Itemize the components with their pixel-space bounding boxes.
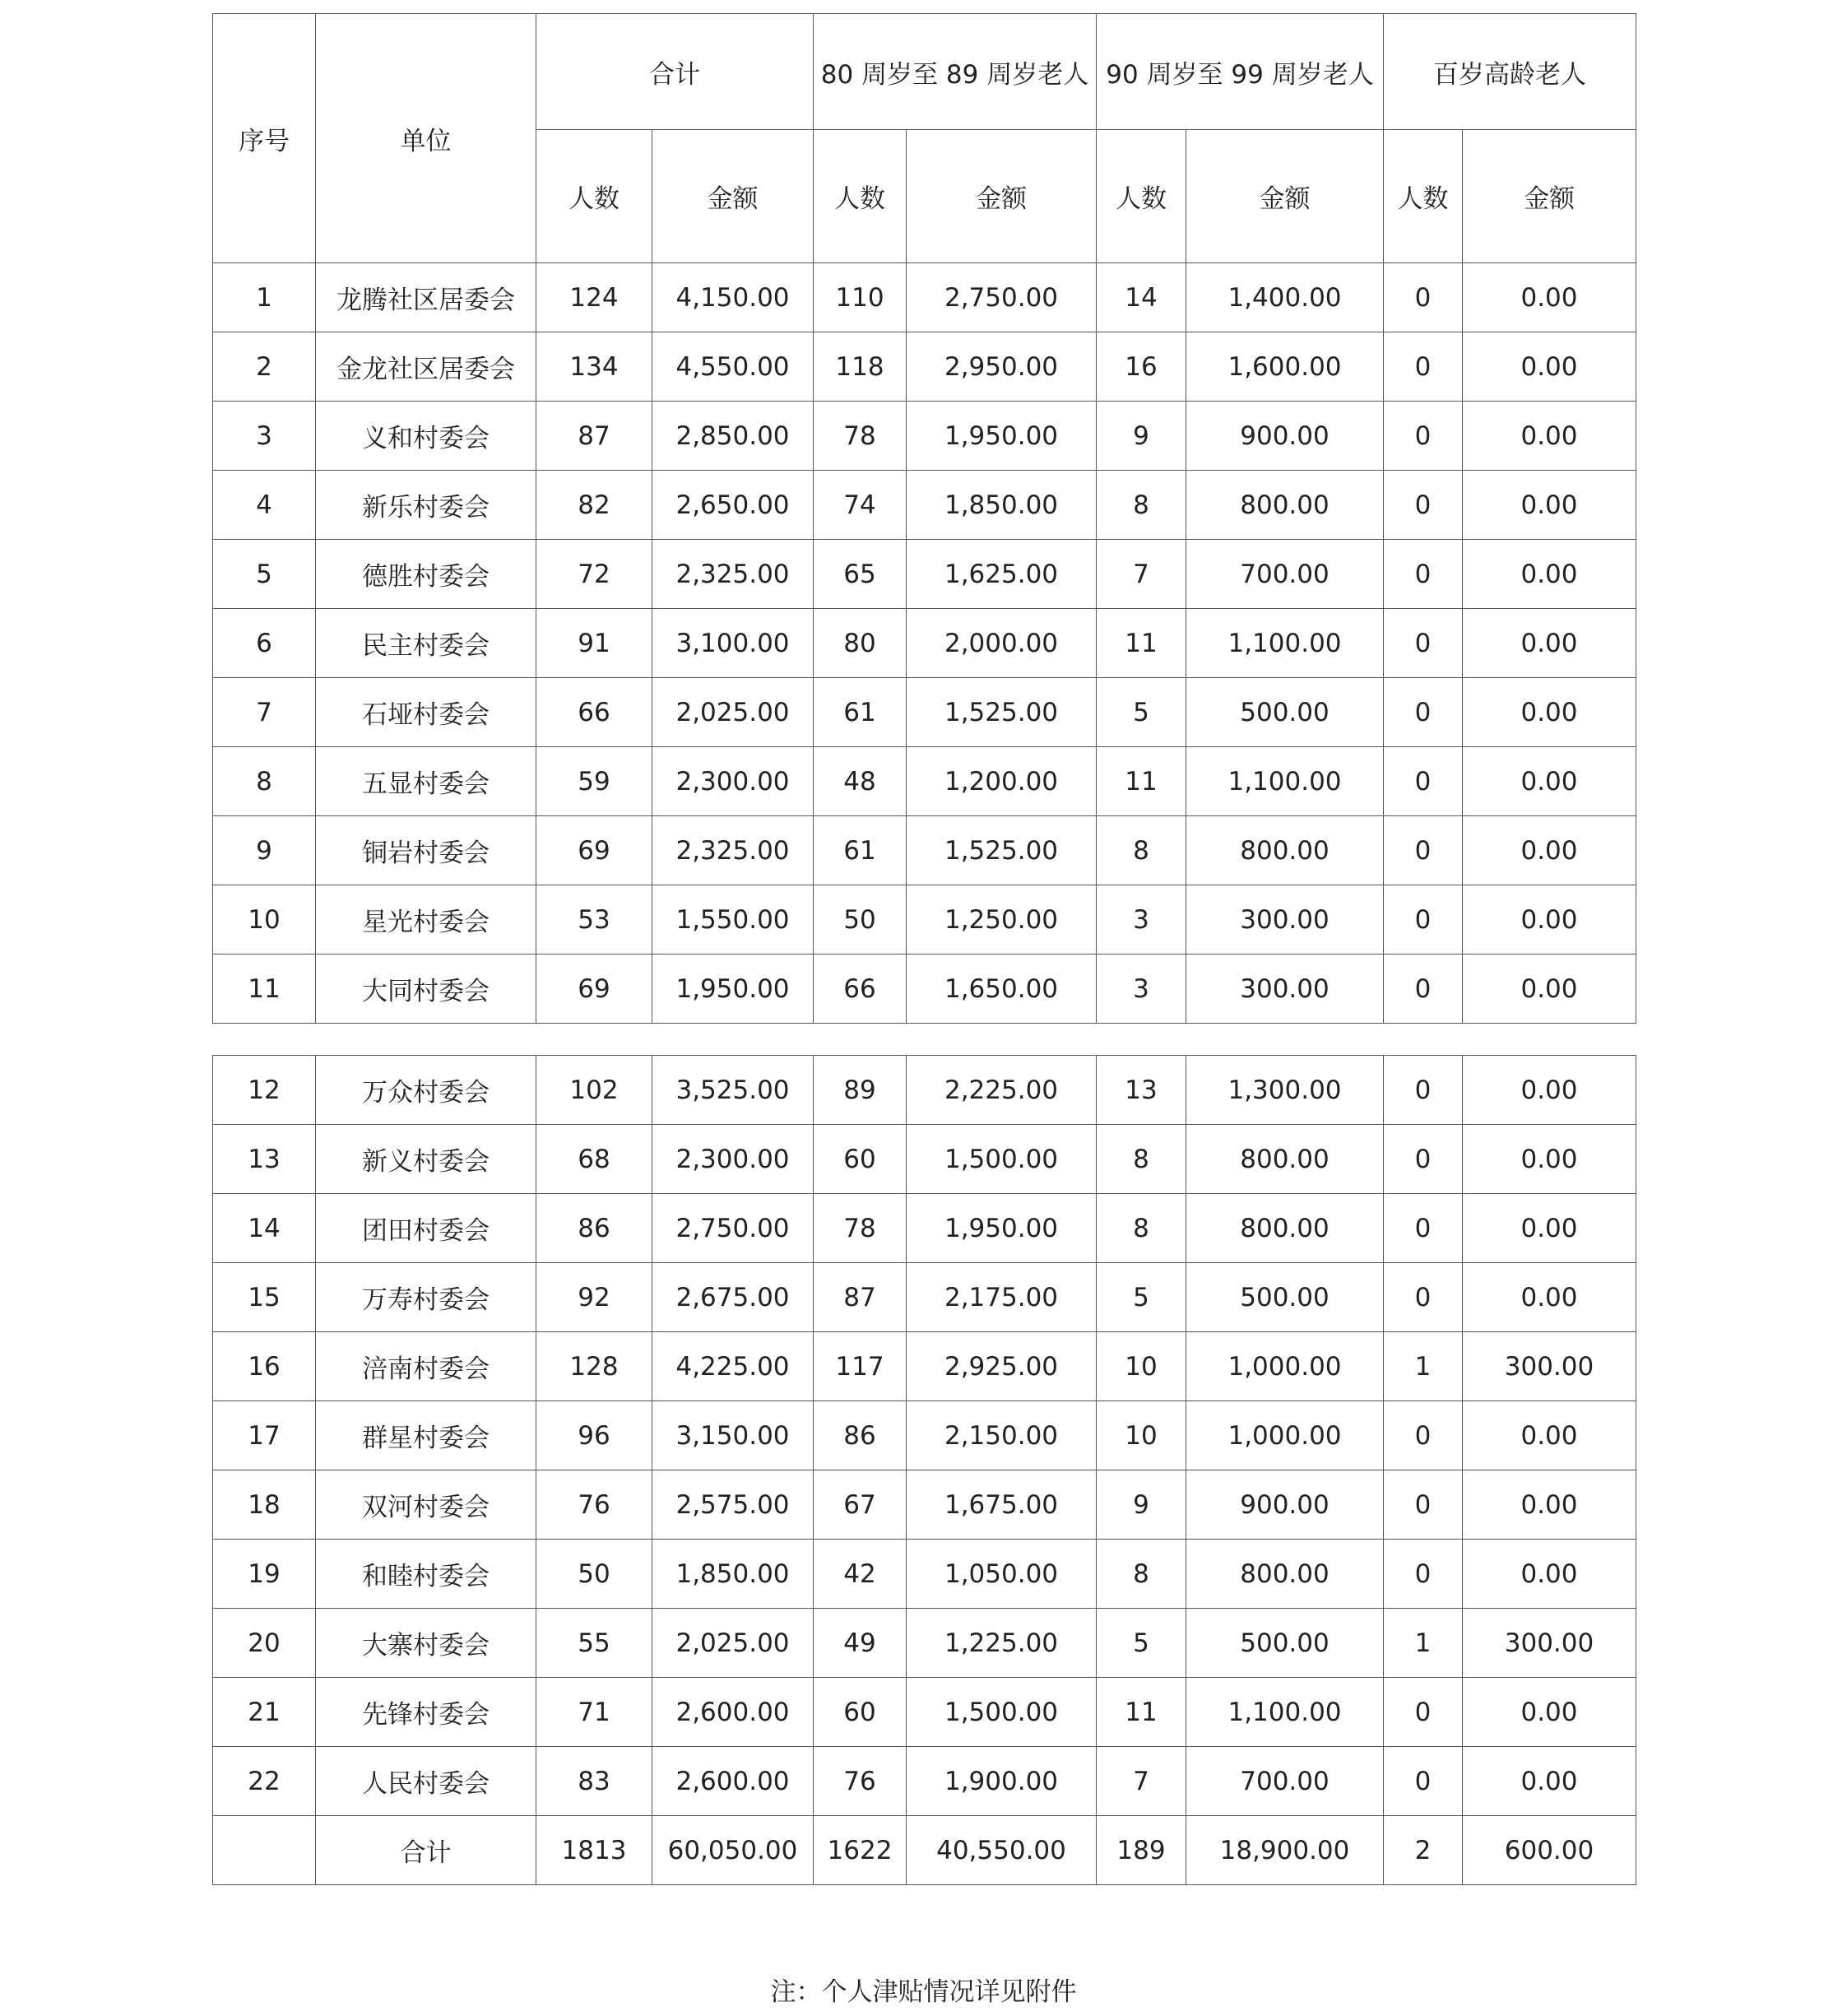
cell-80-amount: 40,550.00 <box>907 1816 1097 1885</box>
cell-index: 13 <box>213 1125 316 1194</box>
cell-total-count: 1813 <box>536 1816 652 1885</box>
cell-90-count: 3 <box>1097 955 1186 1024</box>
cell-100-amount: 0.00 <box>1463 816 1636 885</box>
cell-90-count: 8 <box>1097 471 1186 540</box>
header-index: 序号 <box>213 14 316 263</box>
cell-100-amount: 0.00 <box>1463 1747 1636 1816</box>
cell-unit: 义和村委会 <box>316 402 536 471</box>
cell-90-count: 9 <box>1097 1470 1186 1540</box>
cell-100-count: 0 <box>1384 678 1463 747</box>
cell-100-count: 0 <box>1384 816 1463 885</box>
cell-100-amount: 0.00 <box>1463 1401 1636 1470</box>
cell-90-count: 10 <box>1097 1401 1186 1470</box>
cell-80-amount: 2,000.00 <box>907 609 1097 678</box>
cell-unit: 先锋村委会 <box>316 1678 536 1747</box>
cell-90-count: 8 <box>1097 816 1186 885</box>
cell-80-count: 76 <box>814 1747 907 1816</box>
cell-80-count: 74 <box>814 471 907 540</box>
cell-80-count: 65 <box>814 540 907 609</box>
cell-90-count: 5 <box>1097 1609 1186 1678</box>
table-row <box>213 816 1636 885</box>
cell-90-count: 7 <box>1097 540 1186 609</box>
cell-unit: 星光村委会 <box>316 885 536 955</box>
cell-80-count: 60 <box>814 1125 907 1194</box>
cell-total-count: 92 <box>536 1263 652 1332</box>
cell-100-count: 0 <box>1384 332 1463 402</box>
table-row <box>213 1470 1636 1540</box>
cell-90-amount: 18,900.00 <box>1186 1816 1384 1885</box>
cell-90-amount: 900.00 <box>1186 402 1384 471</box>
cell-90-count: 11 <box>1097 747 1186 816</box>
cell-90-count: 14 <box>1097 263 1186 332</box>
cell-total-amount: 2,575.00 <box>652 1470 814 1540</box>
cell-index: 2 <box>213 332 316 402</box>
cell-100-amount: 0.00 <box>1463 678 1636 747</box>
cell-total-amount: 3,525.00 <box>652 1056 814 1125</box>
cell-90-count: 9 <box>1097 402 1186 471</box>
cell-index: 21 <box>213 1678 316 1747</box>
cell-unit: 万众村委会 <box>316 1056 536 1125</box>
header-80-amount: 金额 <box>907 130 1097 263</box>
cell-total-amount: 4,150.00 <box>652 263 814 332</box>
cell-80-count: 86 <box>814 1401 907 1470</box>
cell-unit: 五显村委会 <box>316 747 536 816</box>
cell-80-count: 78 <box>814 1194 907 1263</box>
cell-index: 6 <box>213 609 316 678</box>
cell-total-amount: 1,950.00 <box>652 955 814 1024</box>
cell-90-amount: 300.00 <box>1186 885 1384 955</box>
cell-80-amount: 1,500.00 <box>907 1678 1097 1747</box>
cell-index: 4 <box>213 471 316 540</box>
cell-80-amount: 2,925.00 <box>907 1332 1097 1401</box>
cell-index: 11 <box>213 955 316 1024</box>
cell-100-amount: 0.00 <box>1463 263 1636 332</box>
cell-total-count: 72 <box>536 540 652 609</box>
cell-total-amount: 1,550.00 <box>652 885 814 955</box>
cell-90-count: 13 <box>1097 1056 1186 1125</box>
cell-90-amount: 800.00 <box>1186 1540 1384 1609</box>
cell-total-count: 134 <box>536 332 652 402</box>
cell-90-count: 8 <box>1097 1125 1186 1194</box>
table-row <box>213 1609 1636 1678</box>
cell-90-amount: 1,100.00 <box>1186 747 1384 816</box>
cell-total-count: 55 <box>536 1609 652 1678</box>
cell-unit: 合计 <box>316 1816 536 1885</box>
cell-90-count: 5 <box>1097 678 1186 747</box>
cell-100-count: 0 <box>1384 747 1463 816</box>
cell-index: 1 <box>213 263 316 332</box>
cell-unit: 新义村委会 <box>316 1125 536 1194</box>
cell-90-amount: 900.00 <box>1186 1470 1384 1540</box>
cell-100-amount: 0.00 <box>1463 885 1636 955</box>
cell-total-amount: 3,150.00 <box>652 1401 814 1470</box>
cell-total-amount: 2,650.00 <box>652 471 814 540</box>
cell-90-amount: 800.00 <box>1186 1194 1384 1263</box>
cell-unit: 金龙社区居委会 <box>316 332 536 402</box>
header-centenarian: 百岁高龄老人 <box>1384 14 1636 130</box>
cell-unit: 大同村委会 <box>316 955 536 1024</box>
cell-80-amount: 2,175.00 <box>907 1263 1097 1332</box>
table-row <box>213 955 1636 1024</box>
table-row <box>213 747 1636 816</box>
cell-100-amount: 0.00 <box>1463 471 1636 540</box>
table-row <box>213 678 1636 747</box>
cell-total-count: 68 <box>536 1125 652 1194</box>
cell-90-amount: 500.00 <box>1186 678 1384 747</box>
header-80-count: 人数 <box>814 130 907 263</box>
footnote: 注：个人津贴情况详见附件 <box>770 1977 1077 2007</box>
cell-total-count: 71 <box>536 1678 652 1747</box>
cell-unit: 石垭村委会 <box>316 678 536 747</box>
table-row <box>213 1263 1636 1332</box>
cell-total-amount: 4,550.00 <box>652 332 814 402</box>
cell-index: 7 <box>213 678 316 747</box>
cell-total-count: 91 <box>536 609 652 678</box>
cell-unit: 团田村委会 <box>316 1194 536 1263</box>
cell-80-count: 42 <box>814 1540 907 1609</box>
cell-80-amount: 1,950.00 <box>907 1194 1097 1263</box>
cell-100-count: 0 <box>1384 540 1463 609</box>
header-age-80-89: 80 周岁至 89 周岁老人 <box>814 14 1097 130</box>
cell-90-amount: 1,100.00 <box>1186 609 1384 678</box>
cell-80-count: 48 <box>814 747 907 816</box>
table-row <box>213 885 1636 955</box>
cell-unit: 双河村委会 <box>316 1470 536 1540</box>
cell-90-amount: 1,100.00 <box>1186 1678 1384 1747</box>
cell-unit: 和睦村委会 <box>316 1540 536 1609</box>
header-unit: 单位 <box>316 14 536 263</box>
cell-100-amount: 0.00 <box>1463 332 1636 402</box>
cell-80-count: 66 <box>814 955 907 1024</box>
cell-80-count: 80 <box>814 609 907 678</box>
cell-100-amount: 0.00 <box>1463 747 1636 816</box>
header-total: 合计 <box>536 14 814 130</box>
table-row <box>213 471 1636 540</box>
cell-90-amount: 1,400.00 <box>1186 263 1384 332</box>
cell-index: 20 <box>213 1609 316 1678</box>
cell-total-count: 53 <box>536 885 652 955</box>
cell-index: 22 <box>213 1747 316 1816</box>
table-row <box>213 1194 1636 1263</box>
cell-total-amount: 2,750.00 <box>652 1194 814 1263</box>
cell-100-amount: 0.00 <box>1463 1056 1636 1125</box>
cell-100-count: 0 <box>1384 609 1463 678</box>
cell-unit: 德胜村委会 <box>316 540 536 609</box>
cell-100-amount: 300.00 <box>1463 1609 1636 1678</box>
table-row <box>213 1747 1636 1816</box>
cell-80-amount: 1,850.00 <box>907 471 1097 540</box>
cell-total-amount: 2,850.00 <box>652 402 814 471</box>
cell-total-count: 124 <box>536 263 652 332</box>
cell-total-amount: 2,600.00 <box>652 1678 814 1747</box>
table-row <box>213 1401 1636 1470</box>
cell-total-amount: 2,600.00 <box>652 1747 814 1816</box>
header-age-90-99: 90 周岁至 99 周岁老人 <box>1097 14 1384 130</box>
cell-unit: 万寿村委会 <box>316 1263 536 1332</box>
cell-90-count: 8 <box>1097 1194 1186 1263</box>
cell-total-amount: 2,325.00 <box>652 540 814 609</box>
cell-80-amount: 2,950.00 <box>907 332 1097 402</box>
cell-80-amount: 1,900.00 <box>907 1747 1097 1816</box>
cell-index: 9 <box>213 816 316 885</box>
cell-90-count: 7 <box>1097 1747 1186 1816</box>
cell-100-count: 2 <box>1384 1816 1463 1885</box>
cell-90-count: 5 <box>1097 1263 1186 1332</box>
cell-80-count: 60 <box>814 1678 907 1747</box>
cell-total-amount: 1,850.00 <box>652 1540 814 1609</box>
cell-100-count: 0 <box>1384 471 1463 540</box>
cell-total-count: 66 <box>536 678 652 747</box>
table-row <box>213 1056 1636 1125</box>
cell-90-amount: 500.00 <box>1186 1609 1384 1678</box>
cell-total-count: 86 <box>536 1194 652 1263</box>
cell-total-amount: 2,325.00 <box>652 816 814 885</box>
cell-80-amount: 1,250.00 <box>907 885 1097 955</box>
cell-total-amount: 4,225.00 <box>652 1332 814 1401</box>
cell-100-count: 1 <box>1384 1609 1463 1678</box>
cell-unit: 大寨村委会 <box>316 1609 536 1678</box>
cell-index <box>213 1816 316 1885</box>
cell-index: 10 <box>213 885 316 955</box>
table-row <box>213 402 1636 471</box>
cell-90-amount: 1,300.00 <box>1186 1056 1384 1125</box>
cell-total-amount: 2,300.00 <box>652 1125 814 1194</box>
cell-100-amount: 0.00 <box>1463 1125 1636 1194</box>
cell-total-count: 83 <box>536 1747 652 1816</box>
table-row <box>213 1125 1636 1194</box>
cell-100-count: 0 <box>1384 402 1463 471</box>
cell-80-count: 50 <box>814 885 907 955</box>
cell-100-count: 0 <box>1384 1401 1463 1470</box>
cell-80-amount: 1,650.00 <box>907 955 1097 1024</box>
cell-90-amount: 300.00 <box>1186 955 1384 1024</box>
cell-index: 12 <box>213 1056 316 1125</box>
cell-total-count: 87 <box>536 402 652 471</box>
cell-100-amount: 0.00 <box>1463 1194 1636 1263</box>
cell-total-amount: 2,300.00 <box>652 747 814 816</box>
cell-total-amount: 60,050.00 <box>652 1816 814 1885</box>
table-row <box>213 1540 1636 1609</box>
cell-90-amount: 1,000.00 <box>1186 1332 1384 1401</box>
header-total-count: 人数 <box>536 130 652 263</box>
cell-100-count: 0 <box>1384 1678 1463 1747</box>
cell-80-amount: 1,625.00 <box>907 540 1097 609</box>
cell-index: 3 <box>213 402 316 471</box>
cell-80-amount: 2,750.00 <box>907 263 1097 332</box>
cell-90-amount: 700.00 <box>1186 540 1384 609</box>
table-row <box>213 1678 1636 1747</box>
cell-80-count: 118 <box>814 332 907 402</box>
cell-total-count: 76 <box>536 1470 652 1540</box>
table-row <box>213 263 1636 332</box>
cell-90-count: 189 <box>1097 1816 1186 1885</box>
cell-unit: 新乐村委会 <box>316 471 536 540</box>
header-row-1 <box>213 14 1636 130</box>
cell-total-amount: 2,675.00 <box>652 1263 814 1332</box>
cell-90-amount: 500.00 <box>1186 1263 1384 1332</box>
header-90-count: 人数 <box>1097 130 1186 263</box>
cell-90-count: 11 <box>1097 609 1186 678</box>
cell-100-count: 0 <box>1384 885 1463 955</box>
cell-100-count: 0 <box>1384 1747 1463 1816</box>
header-total-amount: 金额 <box>652 130 814 263</box>
cell-unit: 涪南村委会 <box>316 1332 536 1401</box>
table-row <box>213 1332 1636 1401</box>
header-100-amount: 金额 <box>1463 130 1636 263</box>
cell-index: 16 <box>213 1332 316 1401</box>
cell-100-count: 0 <box>1384 1056 1463 1125</box>
cell-80-amount: 1,525.00 <box>907 678 1097 747</box>
cell-80-count: 78 <box>814 402 907 471</box>
cell-unit: 铜岩村委会 <box>316 816 536 885</box>
cell-index: 14 <box>213 1194 316 1263</box>
cell-90-count: 10 <box>1097 1332 1186 1401</box>
cell-total-count: 50 <box>536 1540 652 1609</box>
cell-90-count: 16 <box>1097 332 1186 402</box>
table-row <box>213 332 1636 402</box>
cell-80-amount: 2,225.00 <box>907 1056 1097 1125</box>
cell-total-count: 96 <box>536 1401 652 1470</box>
cell-100-count: 0 <box>1384 1263 1463 1332</box>
cell-total-amount: 3,100.00 <box>652 609 814 678</box>
cell-100-amount: 600.00 <box>1463 1816 1636 1885</box>
cell-90-amount: 1,000.00 <box>1186 1401 1384 1470</box>
cell-unit: 人民村委会 <box>316 1747 536 1816</box>
cell-index: 15 <box>213 1263 316 1332</box>
cell-80-count: 61 <box>814 678 907 747</box>
cell-total-count: 128 <box>536 1332 652 1401</box>
cell-90-count: 11 <box>1097 1678 1186 1747</box>
cell-100-amount: 0.00 <box>1463 1540 1636 1609</box>
cell-unit: 龙腾社区居委会 <box>316 263 536 332</box>
cell-80-amount: 1,050.00 <box>907 1540 1097 1609</box>
cell-80-count: 49 <box>814 1609 907 1678</box>
cell-100-amount: 0.00 <box>1463 609 1636 678</box>
cell-100-amount: 0.00 <box>1463 402 1636 471</box>
cell-100-count: 0 <box>1384 1194 1463 1263</box>
header-90-amount: 金额 <box>1186 130 1384 263</box>
cell-100-count: 0 <box>1384 1540 1463 1609</box>
cell-80-amount: 1,950.00 <box>907 402 1097 471</box>
cell-80-count: 110 <box>814 263 907 332</box>
cell-100-count: 0 <box>1384 955 1463 1024</box>
cell-total-count: 59 <box>536 747 652 816</box>
cell-total-amount: 2,025.00 <box>652 1609 814 1678</box>
cell-100-count: 0 <box>1384 263 1463 332</box>
cell-100-count: 1 <box>1384 1332 1463 1401</box>
cell-90-amount: 800.00 <box>1186 816 1384 885</box>
cell-100-amount: 0.00 <box>1463 1678 1636 1747</box>
cell-90-count: 8 <box>1097 1540 1186 1609</box>
cell-80-amount: 1,200.00 <box>907 747 1097 816</box>
cell-90-amount: 700.00 <box>1186 1747 1384 1816</box>
cell-total-count: 69 <box>536 955 652 1024</box>
cell-90-amount: 1,600.00 <box>1186 332 1384 402</box>
cell-index: 17 <box>213 1401 316 1470</box>
cell-80-count: 61 <box>814 816 907 885</box>
header-100-count: 人数 <box>1384 130 1463 263</box>
cell-80-count: 89 <box>814 1056 907 1125</box>
cell-80-amount: 1,525.00 <box>907 816 1097 885</box>
cell-100-count: 0 <box>1384 1470 1463 1540</box>
cell-total-count: 82 <box>536 471 652 540</box>
cell-80-count: 117 <box>814 1332 907 1401</box>
cell-90-count: 3 <box>1097 885 1186 955</box>
cell-80-count: 87 <box>814 1263 907 1332</box>
cell-100-amount: 0.00 <box>1463 540 1636 609</box>
cell-80-count: 67 <box>814 1470 907 1540</box>
table-row <box>213 1816 1636 1885</box>
subsidy-table-part1 <box>212 13 1636 1024</box>
cell-90-amount: 800.00 <box>1186 1125 1384 1194</box>
cell-100-count: 0 <box>1384 1125 1463 1194</box>
cell-90-amount: 800.00 <box>1186 471 1384 540</box>
cell-80-amount: 1,225.00 <box>907 1609 1097 1678</box>
cell-100-amount: 0.00 <box>1463 955 1636 1024</box>
cell-index: 5 <box>213 540 316 609</box>
subsidy-table-part2 <box>212 1055 1636 1885</box>
cell-100-amount: 0.00 <box>1463 1263 1636 1332</box>
cell-100-amount: 300.00 <box>1463 1332 1636 1401</box>
cell-100-amount: 0.00 <box>1463 1470 1636 1540</box>
cell-80-amount: 1,675.00 <box>907 1470 1097 1540</box>
cell-80-count: 1622 <box>814 1816 907 1885</box>
table-row <box>213 540 1636 609</box>
cell-80-amount: 1,500.00 <box>907 1125 1097 1194</box>
cell-unit: 民主村委会 <box>316 609 536 678</box>
cell-index: 18 <box>213 1470 316 1540</box>
cell-index: 8 <box>213 747 316 816</box>
cell-index: 19 <box>213 1540 316 1609</box>
cell-total-amount: 2,025.00 <box>652 678 814 747</box>
cell-total-count: 102 <box>536 1056 652 1125</box>
table-row <box>213 609 1636 678</box>
cell-80-amount: 2,150.00 <box>907 1401 1097 1470</box>
cell-unit: 群星村委会 <box>316 1401 536 1470</box>
cell-total-count: 69 <box>536 816 652 885</box>
